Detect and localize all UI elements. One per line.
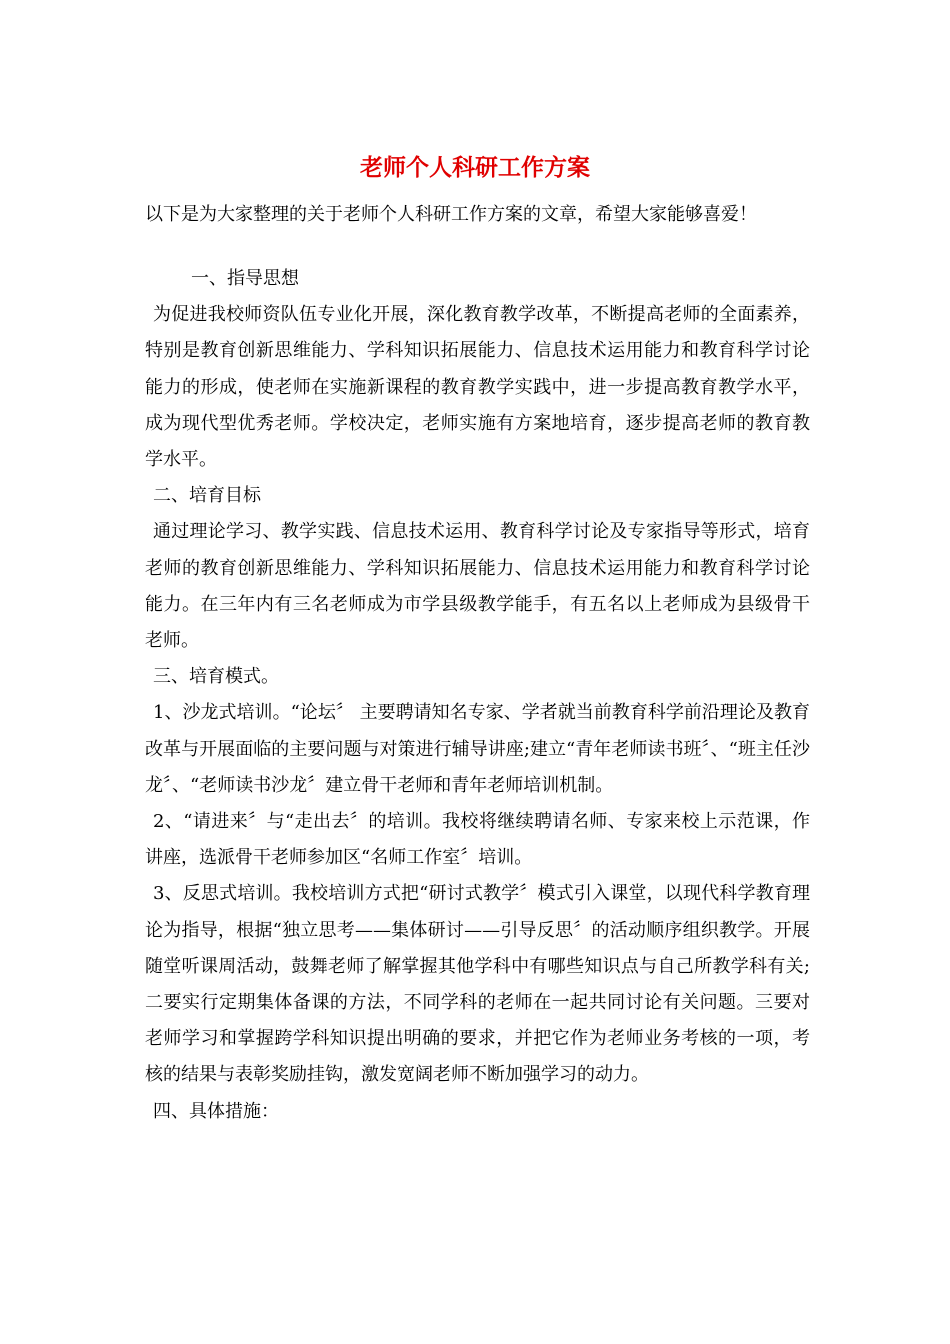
- paragraph-invite-and-go-out: 2、“请进来〞与“走出去〞的培训。我校将继续聘请名师、专家来校上示范课，作讲座，选派骨干老师参加区“名师工作室〞培训。: [145, 811, 810, 869]
- section-heading-guiding-thought: 一、指导思想: [191, 268, 299, 289]
- document-body: [145, 261, 810, 1130]
- paragraph-training-goals: 通过理论学习、教学实践、信息技术运用、教育科学讨论及专家指导等形式，培育老师的教育创新思维能力、学科知识拓展能力、信息技术运用能力和教育科学讨论能力。在三年内有三名老师成为市学县级教学能手，有五名以上老师成为县级骨干老师。: [145, 521, 810, 652]
- document-title: 老师个人科研工作方案: [360, 154, 590, 181]
- paragraph-guiding-thought: 为促进我校师资队伍专业化开展，深化教育教学改革，不断提高老师的全面素养，特别是教育创新思维能力、学科知识拓展能力、信息技术运用能力和教育科学讨论能力的形成，使老师在实施新课程的教育教学实践中，进一步提高教育教学水平，成为现代型优秀老师。学校决定，老师实施有方案地培育，逐步提高老师的教育教学水平。: [145, 304, 810, 471]
- intro-line: 以下是为大家整理的关于老师个人科研工作方案的文章，希望大家能够喜爱！: [145, 204, 757, 225]
- section-heading-training-goals: 二、培育目标: [153, 485, 261, 507]
- section-heading-specific-measures: 四、具体措施：: [153, 1100, 279, 1122]
- paragraph-reflective-training: 3、反思式培训。我校培训方式把“研讨式教学〞模式引入课堂，以现代科学教育理论为指导，根据“独立思考——集体研讨——引导反思〞的活动顺序组织教学。开展随堂听课周活动，鼓舞老师了解掌握其他学科中有哪些知识点与自己所教学科有关;二要实行定期集体备课的方法，不同学科的老师在一起共同讨论有关问题。三要对老师学习和掌握跨学科知识提出明确的要求，并把它作为老师业务考核的一项，考核的结果与表彰奖励挂钩，激发宽阔老师不断加强学习的动力。: [145, 883, 810, 1086]
- section-heading-training-mode: 三、培育模式。: [153, 666, 279, 688]
- paragraph-salon-training: 1、沙龙式培训。“论坛〞 主要聘请知名专家、学者就当前教育科学前沿理论及教育改革与开展面临的主要问题与对策进行辅导讲座;建立“青年老师读书班〞、“班主任沙龙〞、“老师读书沙龙〞建立骨干老师和青年老师培训机制。: [145, 702, 810, 796]
